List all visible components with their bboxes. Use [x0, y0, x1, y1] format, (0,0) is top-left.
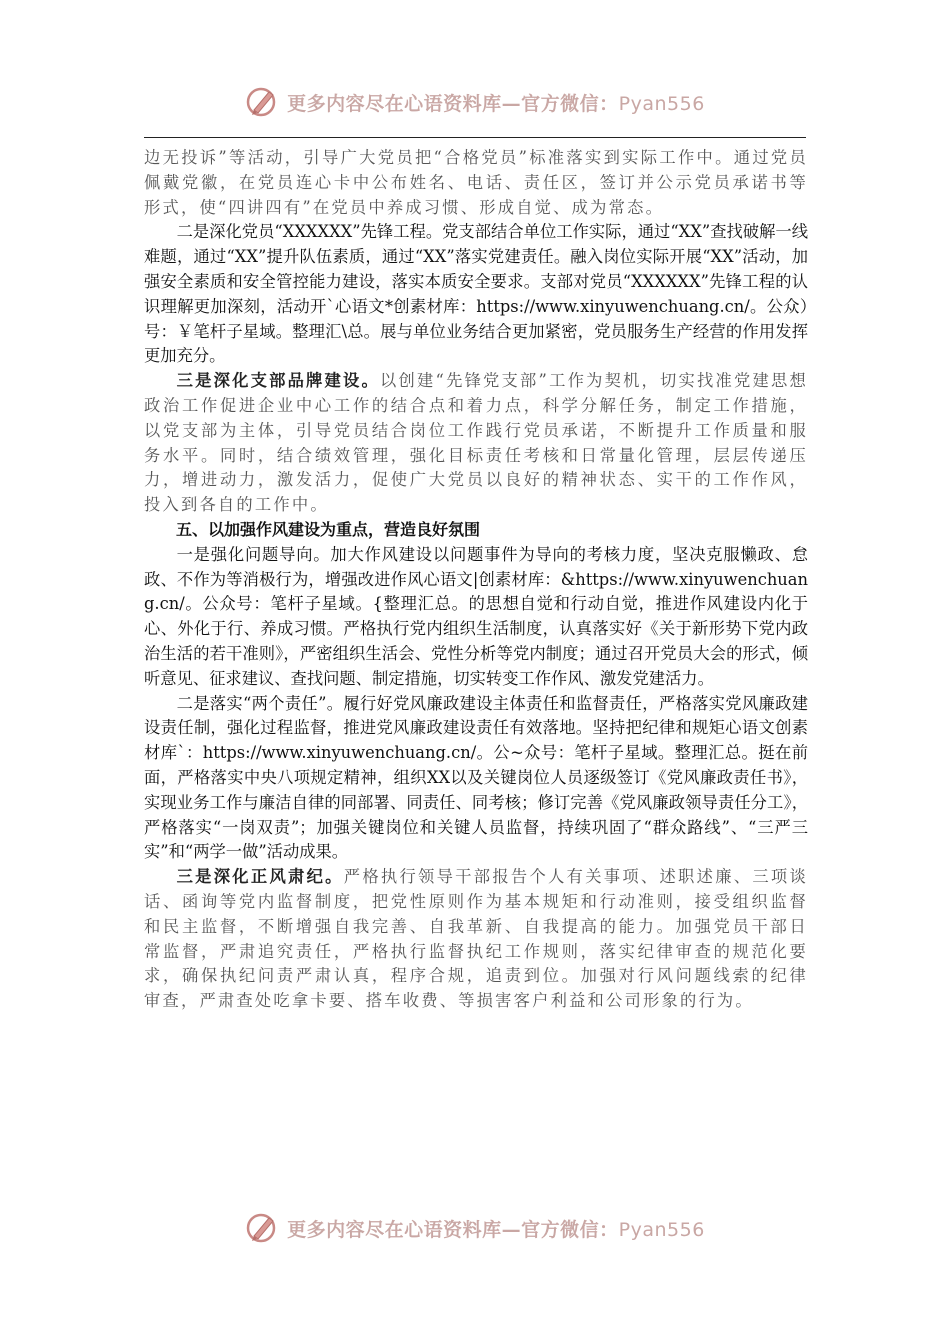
header-banner — [0, 82, 950, 122]
paragraph-2: 二是深化党员“XXXXXX”先锋工程。党支部结合单位工作实际，通过“XX”查找破解一线难题，通过“XX”提升队伍素质，通过“XX”落实党建责任。融入岗位实际开展“XX”活动，加强安全素质和安全管控能力建设，落实本质安全要求。支部对党员“XXXXXX”先锋工程的认识理解更加深刻，活动开`心语文*创素材库：https://www.xinyuwenchuang.cn/。公众）号：￥笔杆子星域。整理汇\总。展与单位业务结合更加紧密，党员服务生产经营的作用发挥更加充分。 — [144, 222, 808, 366]
document-body — [144, 146, 808, 1014]
paragraph-4: 一是强化问题导向。加大作风建设以问题事件为导向的考核力度，坚决克服懒政、怠政、不作为等消极行为，增强改进作风心语文|创素材库：&https://www.xinyuwenchuang.cn/。公众号：笔杆子星域。{整理汇总。的思想自觉和行动自觉，推进作风建设内化于心、外化于行、养成习惯。严格执行党内组织生活制度，认真落实好《关于新形势下党内政治生活的若干准则》，严密组织生活会、党性分析等党内制度；通过召开党员大会的形式，倾听意见、征求建议、查找问题、制定措施，切实转变工作作风、激发党建活力。 — [144, 544, 808, 688]
paragraph-3-lead: 三是深化支部品牌建设。 — [176, 371, 381, 391]
paragraph-1: 边无投诉”等活动，引导广大党员把“合格党员”标准落实到实际工作中。通过党员佩戴党徽，在党员连心卡中公布姓名、电话、责任区，签订并公示党员承诺书等形式，使“四讲四有”在党员中养成习惯、形成自觉、成为常态。 — [144, 148, 808, 217]
section-heading-5: 五、以加强作风建设为重点，营造良好氛围 — [176, 519, 481, 539]
pen-logo-icon — [245, 1210, 281, 1246]
pen-logo-icon — [245, 84, 281, 120]
paragraph-6-lead: 三是深化正风肃纪。 — [176, 867, 344, 887]
header-banner-text: 更多内容尽在心语资料库—官方微信：Pyan556 — [287, 92, 705, 115]
footer-banner — [0, 1208, 950, 1248]
paragraph-6: 三是深化正风肃纪。严格执行领导干部报告个人有关事项、述职述廉、三项谈话、函询等党内监督制度，把党性原则作为基本规矩和行动准则，接受组织监督和民主监督，不断增强自我完善、自我革新、自我提高的能力。加强党员干部日常监督，严肃追究责任，严格执行监督执纪工作规则，落实纪律审查的规范化要求，确保执纪问责严肃认真，程序合规，追责到位。加强对行风问题线索的纪律审查，严肃查处吃拿卡要、搭车收费、等损害客户利益和公司形象的行为。 — [144, 867, 808, 1011]
header-divider — [144, 137, 806, 138]
paragraph-3: 三是深化支部品牌建设。以创建“先锋党支部”工作为契机，切实找准党建思想政治工作促进企业中心工作的结合点和着力点，科学分解任务，制定工作措施，以党支部为主体，引导党员结合岗位工作践行党员承诺，不断提升工作质量和服务水平。同时，结合绩效管理，强化目标责任考核和日常量化管理，层层传递压力，增进动力，激发活力，促使广大党员以良好的精神状态、实干的工作作风，投入到各自的工作中。 — [144, 371, 809, 515]
footer-banner-text: 更多内容尽在心语资料库—官方微信：Pyan556 — [287, 1218, 705, 1241]
paragraph-5: 二是落实“两个责任”。履行好党风廉政建设主体责任和监督责任，严格落实党风廉政建设责任制，强化过程监督，推进党风廉政建设责任有效落地。坚持把纪律和规矩心语文创素材库`：https://www.xinyuwenchuang.cn/。公~众号：笔杆子星域。整理汇总。挺在前面，严格落实中央八项规定精神，组织XX以及关键岗位人员逐级签订《党风廉政责任书》，实现业务工作与廉洁自律的同部署、同责任、同考核；修订完善《党风廉政领导责任分工》，严格落实“一岗双责”；加强关键岗位和关键人员监督，持续巩固了“群众路线”、“三严三实”和“两学一做”活动成果。 — [144, 693, 808, 862]
